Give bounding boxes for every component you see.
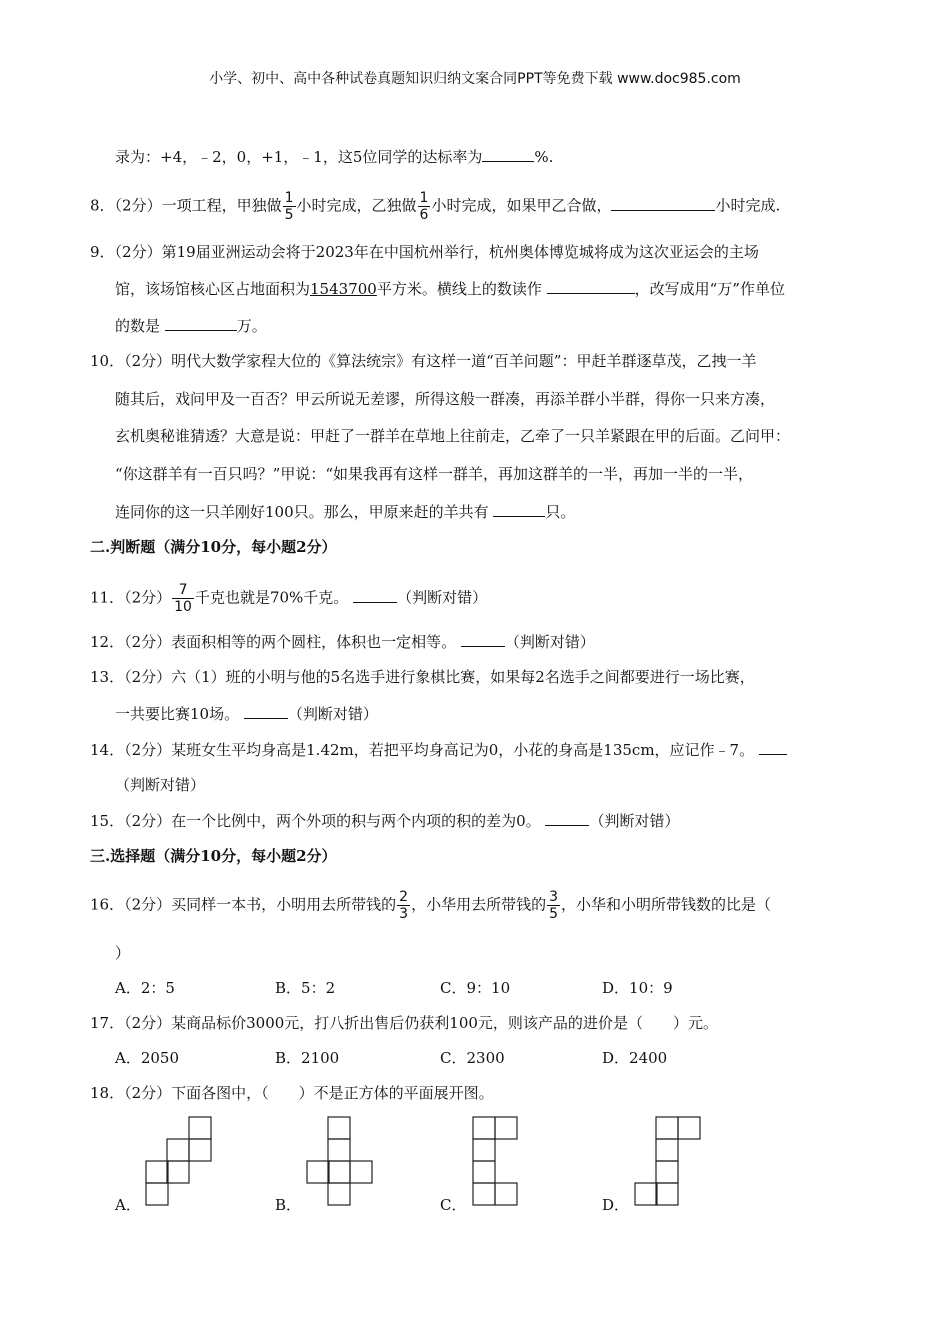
q8-suffix: 小时完成.	[715, 196, 781, 215]
fraction-denominator: 3	[399, 906, 409, 922]
q11-text: 11．（2分）	[90, 588, 172, 607]
fraction	[397, 889, 410, 922]
question-11	[90, 582, 487, 615]
q17-option-c[interactable]: C．2300	[440, 1049, 505, 1067]
q9-text-mid: 平方米。横线上的数读作	[376, 280, 542, 298]
q16-text: 16．（2分）买同样一本书，小明用去所带钱的	[90, 895, 397, 914]
question-15	[90, 809, 679, 832]
question-7-continuation	[115, 145, 553, 168]
q17-option-b[interactable]: B．2100	[275, 1049, 340, 1067]
q18-option-b[interactable]: B．	[275, 1196, 302, 1214]
q16-text-mid: ，小华用去所带钱的	[411, 895, 547, 914]
question-10-line-4: “你这群羊有一百只吗？”甲说：“如果我再有这样一群羊，再加这群羊的一半，再加一半的一半，	[115, 465, 754, 483]
q7-text: 录为：+4，﹣2，0，+1，﹣1，这5位同学的达标率为	[115, 148, 483, 166]
q9-text: 的数是	[115, 317, 161, 335]
question-13-line-2	[115, 702, 378, 725]
fraction-numerator: 1	[284, 190, 294, 206]
fraction-numerator: 2	[399, 889, 409, 905]
q10-text: 连同你的这一只羊刚好100只。那么，甲原来赶的羊共有	[115, 503, 489, 521]
question-17: 17．（2分）某商品标价3000元，打八折出售后仍获利100元，则该产品的进价是（ ）元。	[90, 1014, 718, 1032]
fraction-denominator: 5	[549, 906, 558, 922]
answer-blank[interactable]	[165, 314, 237, 331]
underlined-number: 1543700	[310, 280, 377, 298]
question-10-line-3: 玄机奥秘谁猜透？大意是说：甲赶了一群羊在草地上往前走，乙牵了一只羊紧跟在甲的后面。乙问甲：	[115, 427, 791, 445]
q15-suffix: （判断对错）	[589, 812, 680, 830]
fraction-numerator: 7	[172, 582, 194, 599]
question-16-line-2: ）	[115, 944, 131, 962]
question-14-line-1	[90, 738, 787, 761]
q16-suffix: ，小华和小明所带钱数的比是（	[561, 895, 772, 914]
answer-blank[interactable]	[461, 630, 505, 647]
q9-text-post: ，改写成用“万”作单位	[634, 280, 785, 298]
section-3-heading: 三.选择题（满分10分，每小题2分）	[90, 847, 337, 865]
question-9-line-1: 9．（2分）第19届亚洲运动会将于2023年在中国杭州举行，杭州奥体博览城将成为这次亚运会的主场	[90, 243, 759, 261]
question-8	[90, 190, 780, 223]
q8-text-mid: 小时完成，乙独做	[296, 196, 417, 215]
q10-suffix: 只。	[545, 503, 576, 521]
cube-net-c	[472, 1116, 520, 1206]
question-14-line-2: （判断对错）	[115, 776, 206, 794]
q17-option-d[interactable]: D．2400	[602, 1049, 668, 1067]
answer-blank[interactable]	[482, 145, 534, 162]
fraction-numerator: 3	[549, 889, 558, 905]
q9-suffix: 万。	[236, 317, 267, 335]
q17-option-a[interactable]: A．2050	[115, 1049, 180, 1067]
q18-option-c[interactable]: C．	[440, 1196, 467, 1214]
answer-blank[interactable]	[545, 809, 589, 826]
section-2-heading: 二.判断题（满分10分，每小题2分）	[90, 538, 337, 556]
q16-option-c[interactable]: C．9：10	[440, 979, 511, 997]
q11-text-mid: 千克也就是70%千克。	[194, 588, 349, 607]
answer-blank[interactable]	[353, 586, 397, 603]
q18-option-d[interactable]: D．	[602, 1196, 630, 1214]
q16-option-a[interactable]: A．2：5	[115, 979, 175, 997]
answer-blank[interactable]	[547, 277, 635, 294]
q16-option-d[interactable]: D．10：9	[602, 979, 673, 997]
answer-blank[interactable]	[244, 702, 288, 719]
q12-text: 12．（2分）表面积相等的两个圆柱，体积也一定相等。	[90, 633, 457, 651]
question-10-line-5	[115, 500, 575, 523]
q16-option-b[interactable]: B．5：2	[275, 979, 336, 997]
q13-text: 一共要比赛10场。	[115, 705, 240, 723]
question-10-line-1: 10．（2分）明代大数学家程大位的《算法统宗》有这样一道“百羊问题”：甲赶羊群逐草茂，乙拽一羊	[90, 352, 757, 370]
q8-text-mid2: 小时完成，如果甲乙合做，	[431, 196, 612, 215]
q8-text: 8．（2分）一项工程，甲独做	[90, 196, 282, 215]
fraction-numerator: 1	[419, 190, 429, 206]
q13-suffix: （判断对错）	[287, 705, 378, 723]
fraction-denominator: 5	[284, 207, 294, 223]
q7-suffix: %.	[534, 148, 554, 166]
cube-net-d	[634, 1116, 702, 1206]
fraction	[172, 582, 194, 615]
q9-text: 馆，该场馆核心区占地面积为	[115, 280, 311, 298]
q12-suffix: （判断对错）	[504, 633, 595, 651]
answer-blank[interactable]	[493, 500, 545, 517]
question-10-line-2: 随其后，戏问甲及一百否？甲云所说无差谬，所得这般一群凑，再添羊群小半群，得你一只来方凑，	[115, 390, 776, 408]
fraction-denominator: 10	[174, 599, 192, 615]
fraction	[418, 190, 431, 223]
fraction	[283, 190, 296, 223]
page-header: 小学、初中、高中各种试卷真题知识归纳文案合同PPT等免费下载 www.doc985.com	[209, 71, 741, 87]
q11-suffix: （判断对错）	[397, 588, 488, 607]
question-16-line-1	[90, 889, 771, 922]
answer-blank[interactable]	[759, 738, 787, 755]
question-18: 18．（2分）下面各图中，（ ）不是正方体的平面展开图。	[90, 1084, 494, 1102]
question-12	[90, 630, 595, 653]
q14-text: 14．（2分）某班女生平均身高是1.42m，若把平均身高记为0，小花的身高是135cm，应记作﹣7。	[90, 741, 755, 759]
question-9-line-3	[115, 314, 267, 337]
question-13-line-1: 13．（2分）六（1）班的小明与他的5名选手进行象棋比赛，如果每2名选手之间都要进行一场比赛，	[90, 668, 755, 686]
cube-net-b	[306, 1116, 374, 1206]
question-9-line-2	[115, 277, 785, 300]
fraction-denominator: 6	[419, 207, 429, 223]
q18-option-a[interactable]: A．	[115, 1196, 141, 1214]
cube-net-a	[145, 1116, 213, 1206]
answer-blank[interactable]	[611, 194, 715, 211]
fraction	[547, 889, 560, 922]
q15-text: 15．（2分）在一个比例中，两个外项的积与两个内项的积的差为0。	[90, 812, 541, 830]
